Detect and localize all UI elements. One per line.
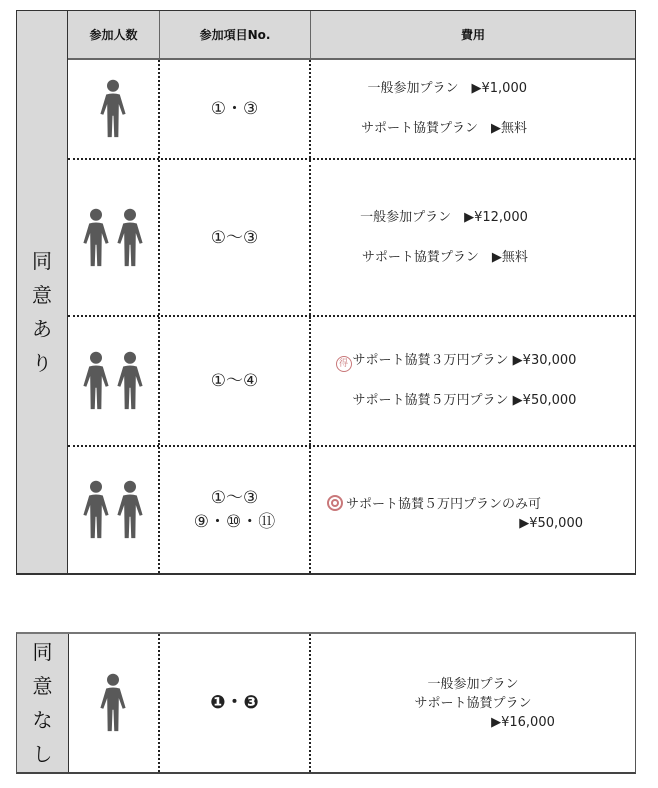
table-row: [68, 317, 635, 447]
fee-line: ▶¥16,000: [491, 714, 555, 730]
label-char: 意: [32, 674, 53, 698]
item-numbers: ❶・❸: [210, 692, 259, 713]
fee-cell: [311, 447, 635, 573]
people-cell: [68, 447, 160, 573]
item-numbers: ①・③: [210, 99, 259, 119]
person-icon: [81, 480, 111, 540]
fee-cell: [311, 317, 635, 445]
items-cell: [160, 447, 311, 573]
items-cell: [160, 317, 311, 445]
label-char: な: [32, 708, 53, 732]
fee-line: サポート協賛５万円プラン ▶¥50,000: [352, 393, 577, 408]
table-row: [68, 634, 635, 772]
table-row: [68, 60, 635, 160]
fee-line: サポート協賛プラン ▶無料: [361, 249, 528, 265]
items-cell: [160, 60, 311, 158]
person-icon: [115, 208, 145, 268]
items-cell: [160, 160, 311, 315]
person-icon: [98, 79, 128, 139]
consent-yes-label: [17, 11, 68, 573]
header-items: 参加項目No.: [160, 11, 311, 58]
person-icon: [81, 351, 111, 411]
consent-no-label: [17, 634, 69, 772]
person-icon: [98, 673, 128, 733]
label-char: し: [32, 742, 53, 766]
header-fee: 費用: [460, 28, 485, 42]
table-row: [68, 447, 635, 573]
fee-line: サポート協賛プラン: [414, 695, 532, 711]
table-header: [68, 11, 635, 60]
people-cell: [68, 317, 160, 445]
item-numbers: ①〜④: [210, 371, 259, 391]
consent-no-table: [16, 632, 636, 774]
person-icon: [115, 351, 145, 411]
toku-badge-icon: 得: [336, 356, 352, 372]
person-icon: [81, 208, 111, 268]
people-cell: [68, 60, 160, 158]
fee-cell: [311, 60, 635, 158]
fee-line: 一般参加プラン ▶¥12,000: [360, 209, 528, 225]
people-cell: [68, 160, 160, 315]
fee-line: サポート協賛プラン ▶無料: [361, 121, 527, 136]
person-icon: [115, 480, 145, 540]
items-cell: [160, 634, 311, 772]
item-numbers: ⑨・⑩・⑪: [193, 512, 276, 532]
fee-line: サポート協賛５万円プランのみ可: [327, 495, 541, 514]
double-circle-icon: [327, 495, 343, 511]
people-cell: [68, 634, 160, 772]
table-row: [68, 160, 635, 317]
fee-cell: [311, 160, 635, 315]
fee-line: 一般参加プラン: [427, 676, 519, 692]
fee-line: 得 サポート協賛３万円プラン ▶¥30,000: [336, 341, 577, 381]
label-char: 意: [32, 283, 52, 307]
label-char: 同: [32, 249, 52, 273]
item-numbers: ①〜③: [210, 488, 259, 508]
label-char: 同: [32, 640, 53, 664]
label-char: あ: [32, 317, 52, 341]
fee-line: 一般参加プラン ▶¥1,000: [367, 81, 527, 96]
label-char: り: [32, 351, 52, 375]
fee-cell: [311, 634, 635, 772]
header-people: 参加人数: [68, 11, 160, 58]
consent-yes-table: [16, 10, 636, 575]
fee-line: ▶¥50,000: [519, 516, 583, 531]
item-numbers: ①〜③: [210, 227, 259, 248]
